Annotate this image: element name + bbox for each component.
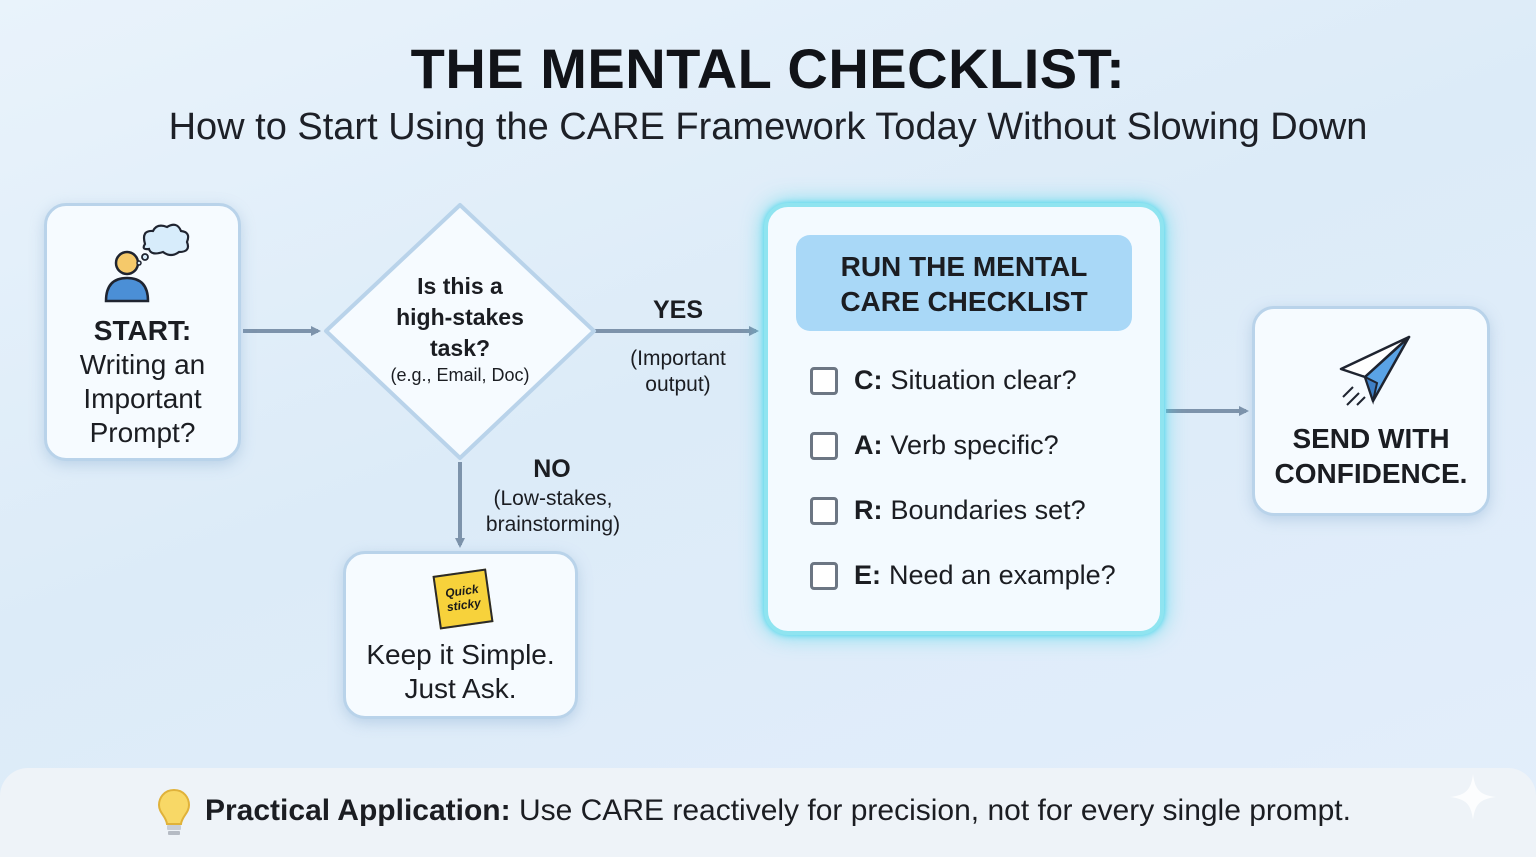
no-note-line-1: (Low-stakes, xyxy=(493,487,613,510)
paper-plane-icon xyxy=(1337,333,1413,409)
decision-note: (e.g., Email, Doc) xyxy=(390,365,530,385)
start-line-1: Writing an xyxy=(79,349,206,380)
checklist-header-line-2: CARE CHECKLIST xyxy=(840,286,1088,317)
checklist-item-c[interactable] xyxy=(810,365,1077,396)
checklist-key-e: E: xyxy=(854,560,881,590)
checklist-text-e: Need an example? xyxy=(889,560,1116,590)
decision-line-3: task? xyxy=(429,335,491,361)
footer-text xyxy=(205,794,1351,828)
send-line-1: SEND WITH xyxy=(1292,423,1450,454)
yes-label: YES xyxy=(652,296,704,324)
footer-bar xyxy=(0,768,1536,857)
start-line-2: Important xyxy=(83,383,202,414)
sparkle-icon xyxy=(1448,772,1498,822)
checklist-key-r: R: xyxy=(854,495,883,525)
start-label: START: xyxy=(93,315,192,346)
decision-line-2: high-stakes xyxy=(396,304,524,330)
page-subtitle: How to Start Using the CARE Framework Today Without Slowing Down xyxy=(168,106,1368,148)
lightbulb-icon xyxy=(156,788,192,838)
checklist-item-a[interactable] xyxy=(810,430,1059,461)
sticky-line-2: sticky xyxy=(446,595,482,615)
yes-note-line-2: output) xyxy=(645,373,711,396)
no-note xyxy=(470,486,636,538)
sticky-note-icon xyxy=(433,569,494,630)
care-checklist-box xyxy=(764,203,1164,635)
person-thinking-icon xyxy=(101,222,191,304)
checklist-text-a: Verb specific? xyxy=(890,430,1059,460)
footer-label: Practical Application: xyxy=(205,794,511,827)
checklist-text-c: Situation clear? xyxy=(890,365,1077,395)
keep-simple-box xyxy=(343,551,578,719)
decision-line-1: Is this a xyxy=(417,273,503,299)
checklist-key-c: C: xyxy=(854,365,883,395)
simple-line-1: Keep it Simple. xyxy=(366,639,555,670)
checklist-item-r[interactable] xyxy=(810,495,1086,526)
simple-line-2: Just Ask. xyxy=(404,673,517,704)
checklist-text-r: Boundaries set? xyxy=(890,495,1086,525)
checkbox-e[interactable] xyxy=(810,562,838,590)
footer-body: Use CARE reactively for precision, not for every single prompt. xyxy=(510,794,1351,827)
checklist-header xyxy=(796,235,1132,331)
checklist-key-a: A: xyxy=(854,430,883,460)
page-title: THE MENTAL CHECKLIST: xyxy=(410,37,1126,100)
decision-text xyxy=(370,271,550,386)
send-line-2: CONFIDENCE. xyxy=(1274,458,1468,489)
checklist-header-line-1: RUN THE MENTAL xyxy=(840,251,1088,282)
checkbox-c[interactable] xyxy=(810,367,838,395)
yes-note-line-1: (Important xyxy=(630,347,726,370)
checklist-item-e[interactable] xyxy=(810,560,1116,591)
sticky-line-1: Quick xyxy=(444,581,480,601)
start-line-3: Prompt? xyxy=(89,417,196,448)
no-note-line-2: brainstorming) xyxy=(485,513,621,536)
no-label: NO xyxy=(533,455,571,483)
checkbox-a[interactable] xyxy=(810,432,838,460)
send-box xyxy=(1252,306,1490,516)
checkbox-r[interactable] xyxy=(810,497,838,525)
yes-note xyxy=(604,346,752,398)
start-box xyxy=(44,203,241,461)
